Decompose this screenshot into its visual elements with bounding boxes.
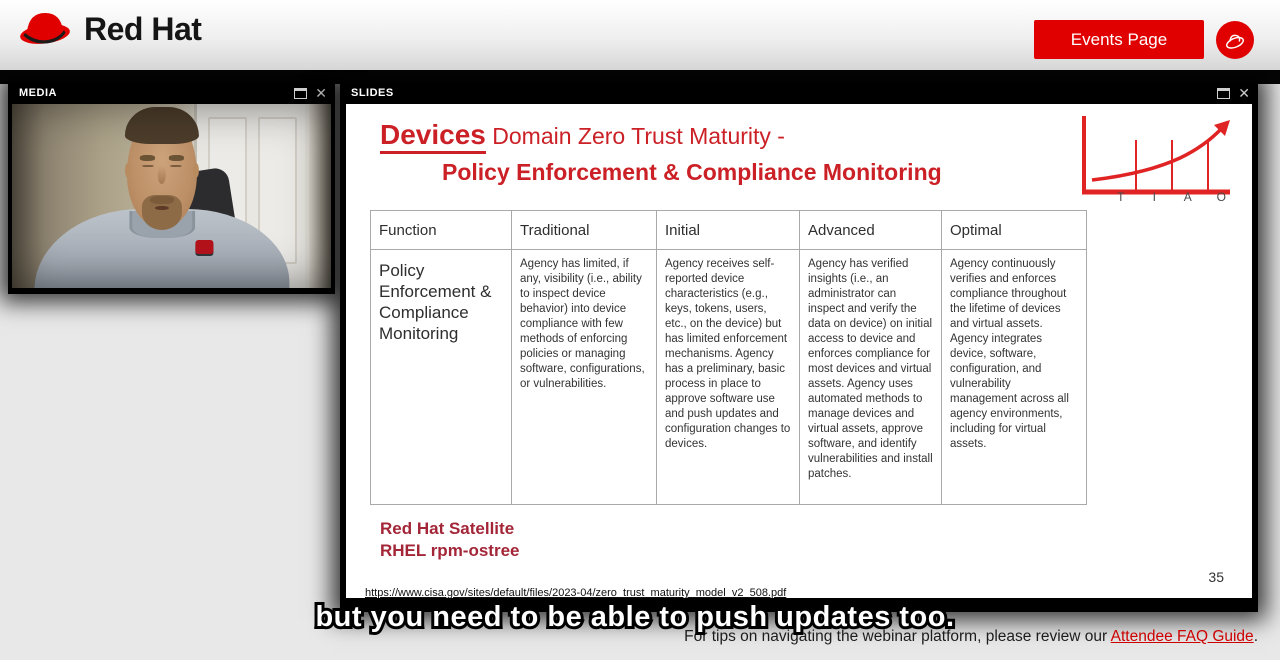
col-header-initial: Initial (657, 211, 800, 250)
slide-title-line2: Policy Enforcement & Compliance Monitoring (442, 159, 942, 185)
events-page-button[interactable]: Events Page (1034, 20, 1204, 59)
cell-optimal: Agency continuously verifies and enforces compliance throughout the lifetime of devices and virtual assets. Agency integrates device, software, configuration, and vulnerability management across all agency environments, including for virtual assets. (942, 250, 1087, 505)
slides-window (340, 82, 1258, 612)
slides-window-title: SLIDES (351, 87, 394, 99)
source-url: https://www.cisa.gov/sites/default/files/2023-04/zero_trust_maturity_model_v2_508.pdf (365, 587, 787, 598)
shirt-logo (195, 240, 213, 254)
maturity-axis-labels: T I A O (1117, 190, 1226, 204)
speaker-head (127, 113, 197, 227)
close-icon[interactable]: ✕ (1238, 85, 1250, 101)
webinar-tip: For tips on navigating the webinar platform, please review our Attendee FAQ Guide. (684, 628, 1258, 645)
product-satellite: Red Hat Satellite (380, 519, 515, 538)
live-caption: but you need to be able to push updates too. (315, 601, 955, 633)
col-header-advanced: Advanced (800, 211, 942, 250)
close-icon[interactable]: ✕ (315, 85, 327, 101)
maximize-icon[interactable] (294, 88, 307, 99)
slide-title-devices: Devices (380, 119, 486, 154)
table-header-row (371, 211, 1087, 250)
cell-advanced: Agency has verified insights (i.e., an administrator can inspect and verify the data on device) on initial access to device and enforces compliance for most devices and virtual assets. Agency uses automated methods to manage devices and virtual assets, approve software, and identify vulnerabilities and install patches. (800, 250, 942, 505)
header-bar (0, 0, 1280, 70)
slide-title: Devices Domain Zero Trust Maturity - Policy Enforcement & Compliance Monitoring (380, 119, 942, 185)
brand-wordmark: Red Hat (84, 11, 202, 47)
col-header-optimal: Optimal (942, 211, 1087, 250)
maturity-table (370, 210, 1087, 505)
webcam-video (12, 104, 331, 288)
col-header-function: Function (371, 211, 512, 250)
redhat-fedora-icon (18, 6, 72, 53)
maximize-icon[interactable] (1217, 88, 1230, 99)
cell-initial: Agency receives self-reported device characteristics (e.g., keys, tokens, users, etc., on the device) but has limited enforcement mechanisms. Agency has a preliminary, basic process in place to approve software use and push updates and configuration changes to devices. (657, 250, 800, 505)
slides-titlebar[interactable] (340, 82, 1258, 104)
slide-page-number: 35 (1208, 569, 1224, 585)
cell-function: Policy Enforcement & Compliance Monitoring (371, 250, 512, 505)
col-header-traditional: Traditional (512, 211, 657, 250)
media-titlebar[interactable] (8, 82, 335, 104)
product-rpm-ostree: RHEL rpm-ostree (380, 541, 520, 560)
redhat-chat-icon[interactable] (1216, 21, 1254, 59)
slide-canvas (346, 104, 1252, 598)
redhat-logo (18, 6, 201, 53)
table-row (371, 250, 1087, 505)
media-window (8, 82, 335, 294)
attendee-faq-link[interactable]: Attendee FAQ Guide (1110, 628, 1254, 645)
cell-traditional: Agency has limited, if any, visibility (i.e., ability to inspect device behavior) into device compliance with few methods of enforcing policies or managing software, configurations, or vulnerabilities. (512, 250, 657, 505)
media-window-title: MEDIA (19, 87, 57, 99)
product-list (380, 518, 520, 562)
